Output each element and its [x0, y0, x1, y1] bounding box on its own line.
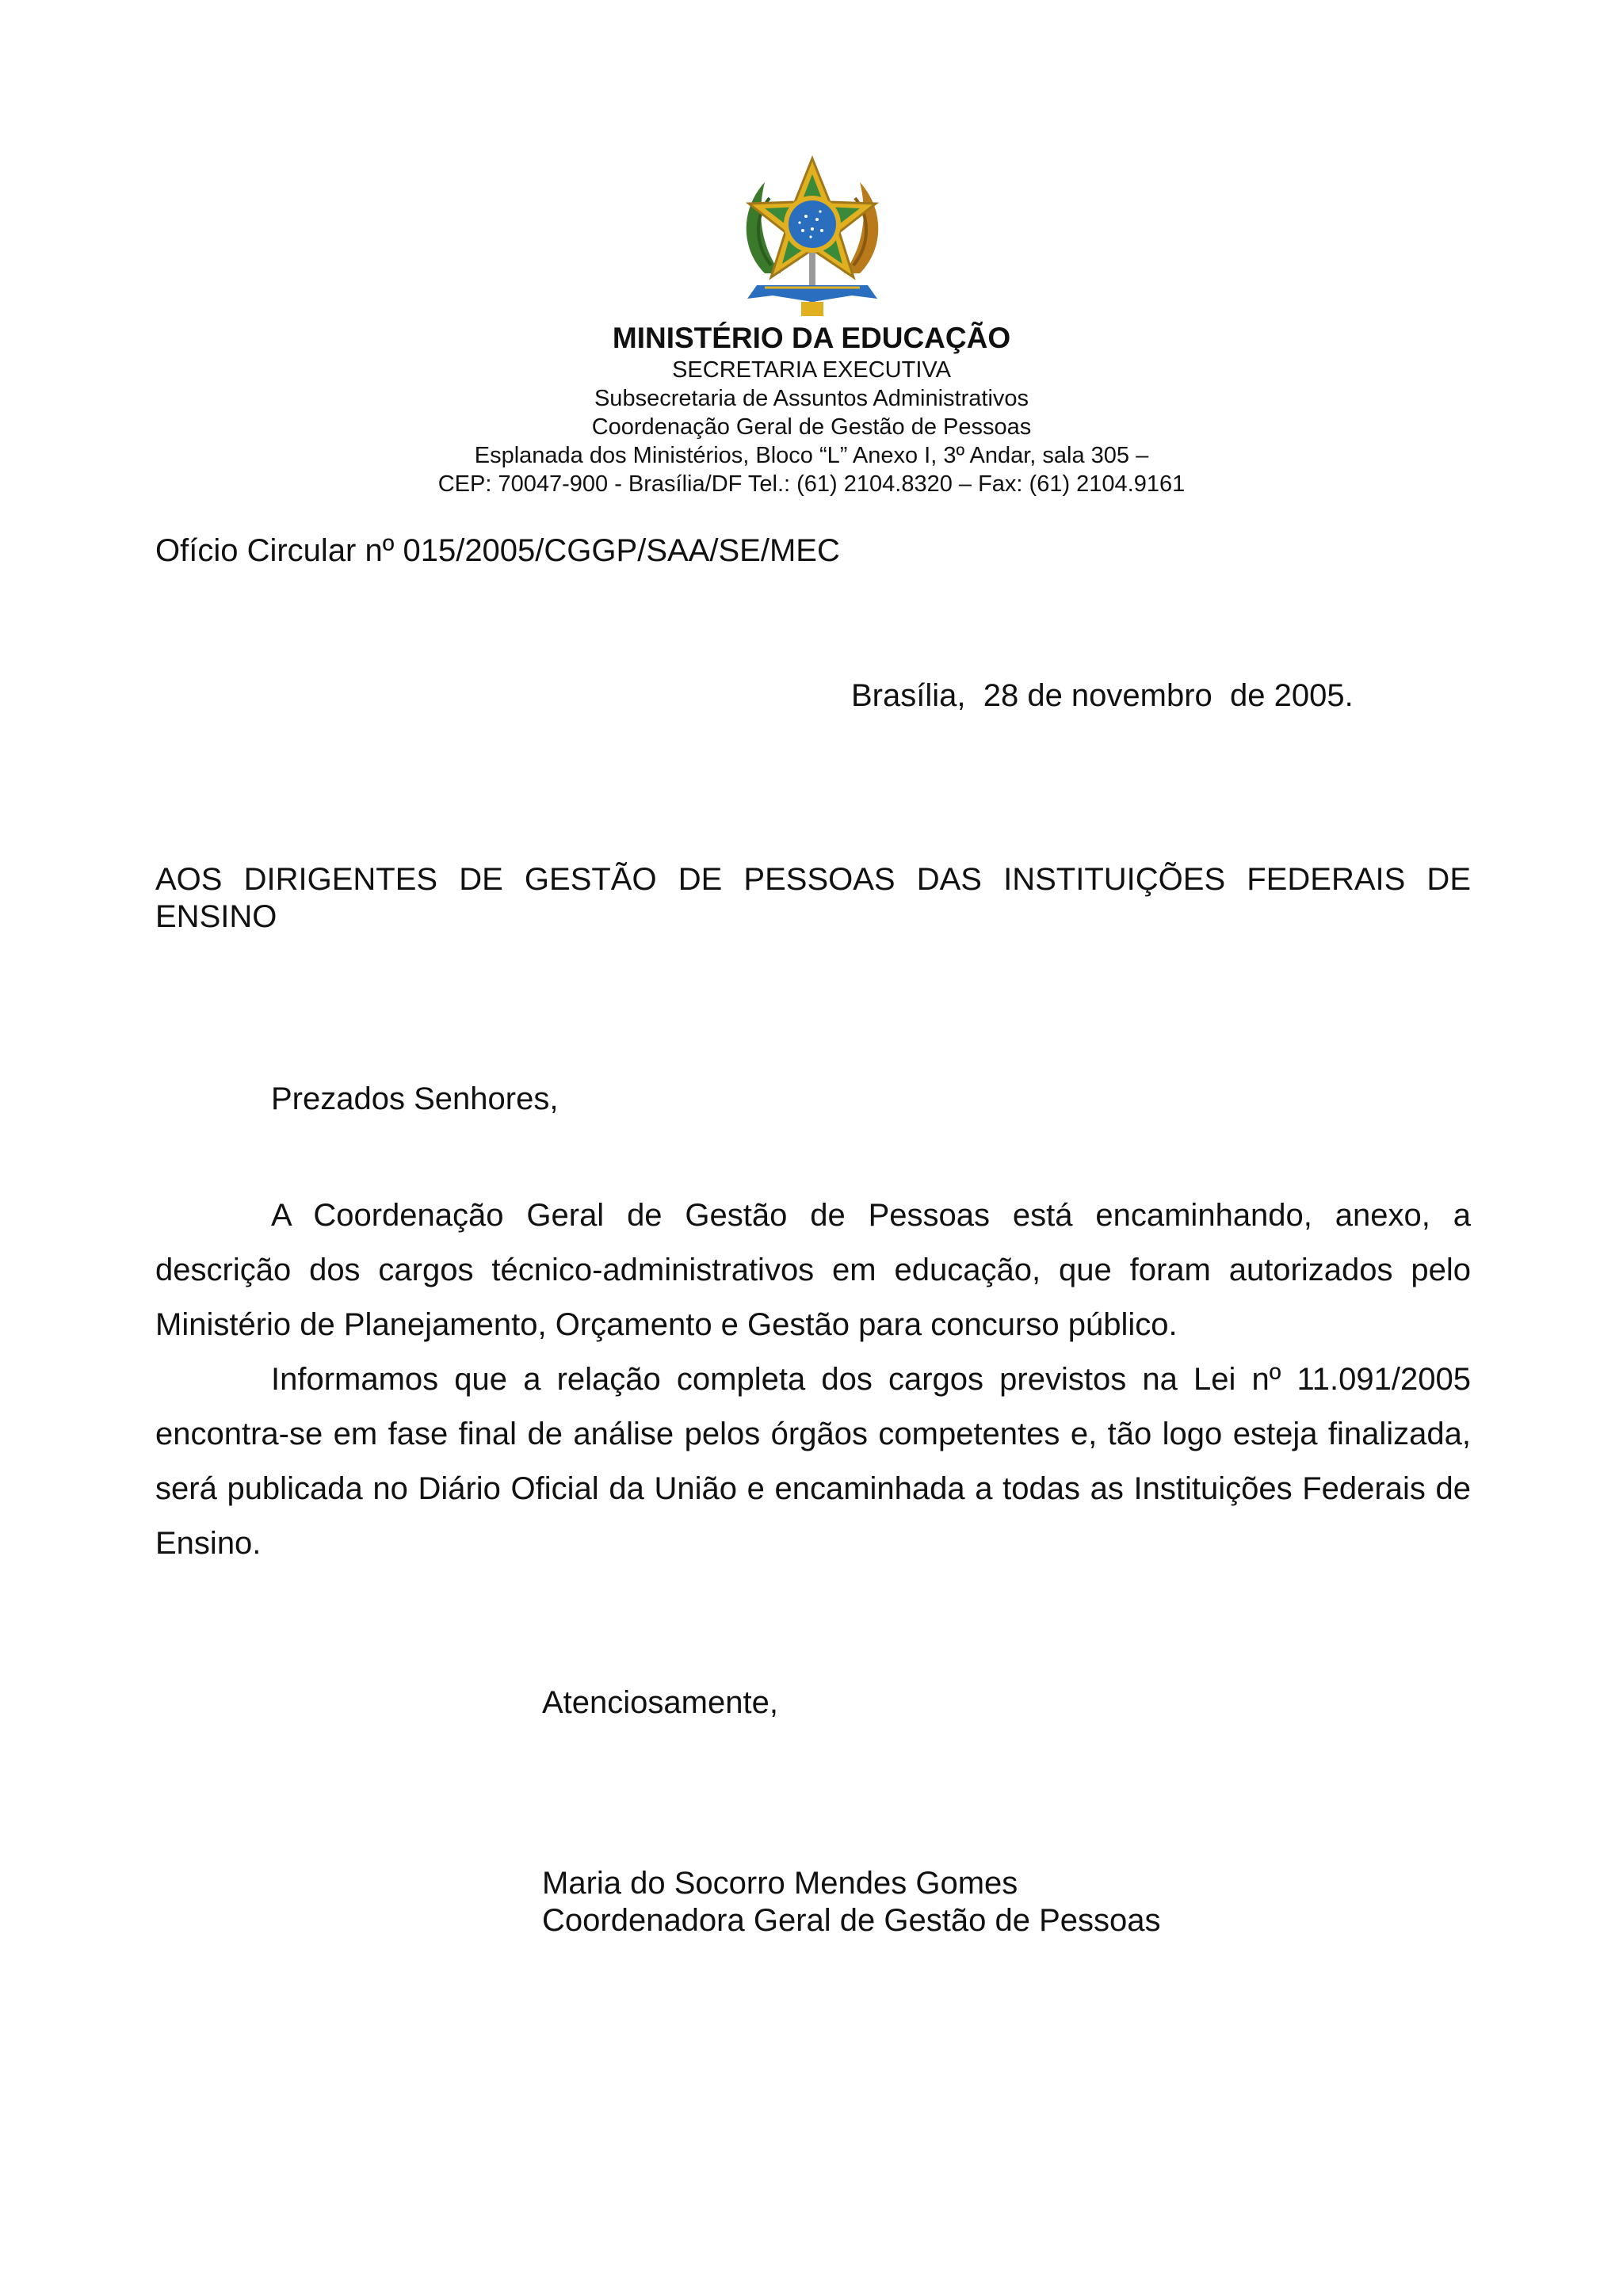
addressee: [155, 861, 1471, 936]
secretariat-name: SECRETARIA EXECUTIVA: [672, 357, 951, 383]
greeting: Prezados Senhores,: [271, 1081, 559, 1116]
subsecretariat-name: Subsecretaria de Assuntos Administrativos: [594, 386, 1029, 411]
document-reference: Ofício Circular nº 015/2005/CGGP/SAA/SE/MEC: [155, 533, 840, 568]
address-line: Esplanada dos Ministérios, Bloco “L” Anexo I, 3º Andar, sala 305 –: [474, 443, 1149, 468]
coordination-name: Coordenação Geral de Gestão de Pessoas: [591, 414, 1032, 440]
contact-line: CEP: 70047-900 - Brasília/DF Tel.: (61) 2104.8320 – Fax: (61) 2104.9161: [437, 471, 1186, 497]
brazil-coat-of-arms-icon: [733, 154, 892, 321]
letter-body: [155, 1188, 1471, 1571]
signatory-name: Maria do Socorro Mendes Gomes: [542, 1866, 1018, 1901]
closing: Atenciosamente,: [542, 1685, 778, 1720]
addressee-line-1: AOS DIRIGENTES DE GESTÃO DE PESSOAS DAS INSTITUIÇÕES FEDERAIS DE: [155, 862, 1471, 897]
signature-block: [542, 1865, 1161, 1939]
letterhead: [0, 321, 1623, 498]
paragraph-2: Informamos que a relação completa dos cargos previstos na Lei nº 11.091/2005 encontra-se em fase final de análise pelos órgãos competentes e, tão logo esteja finalizada, será publicada no Diário Oficial da União e encaminhada a todas as Instituições Federais de Ensino.: [155, 1362, 1471, 1561]
signatory-title: Coordenadora Geral de Gestão de Pessoas: [542, 1903, 1161, 1938]
document-date: Brasília, 28 de novembro de 2005.: [851, 678, 1354, 713]
addressee-line-2: ENSINO: [155, 899, 277, 934]
paragraph-1: A Coordenação Geral de Gestão de Pessoas está encaminhando, anexo, a descrição dos cargos técnico-administrativos em educação, que foram autorizados pelo Ministério de Planejamento, Orçamento e Gestão para concurso público.: [155, 1198, 1471, 1342]
ministry-name: MINISTÉRIO DA EDUCAÇÃO: [612, 322, 1011, 354]
